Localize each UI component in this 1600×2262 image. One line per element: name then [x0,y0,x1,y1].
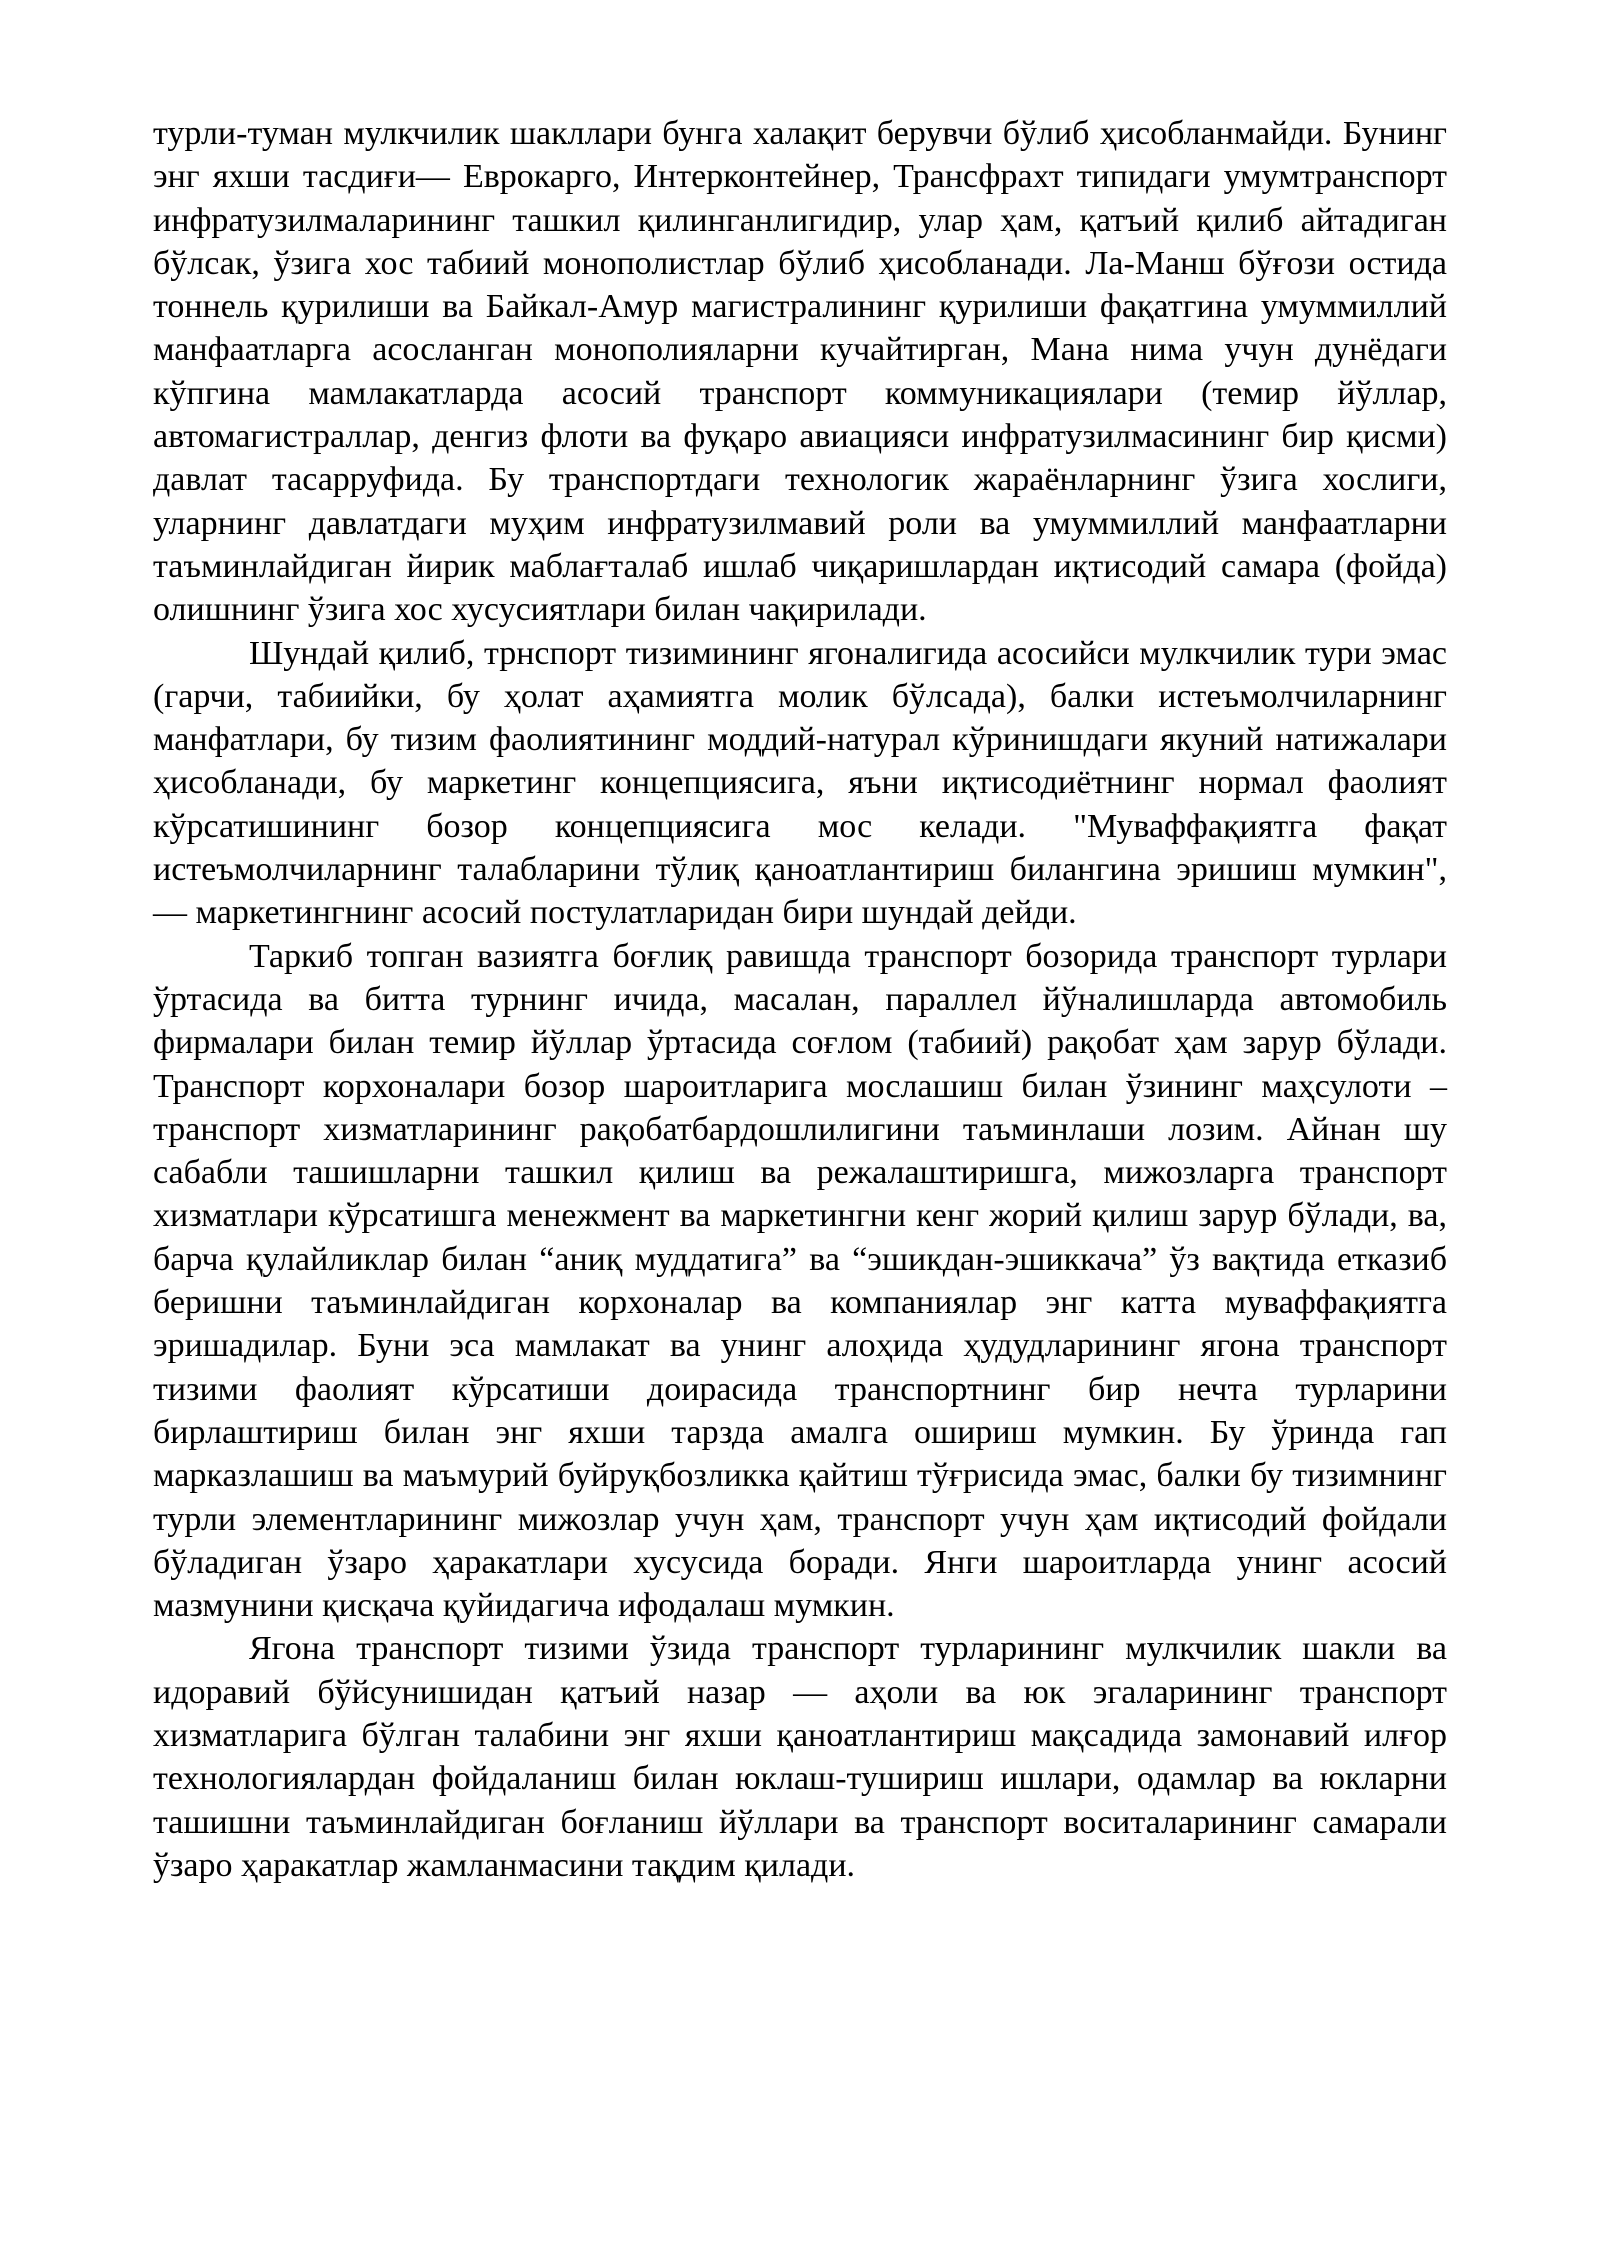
paragraph-1: турли-туман мулкчилик шакллари бунга халақит берувчи бўлиб ҳисобланмайди. Бунинг энг яхши тасдиғи— Еврокарго, Интерконтейнер, Трансфрахт типидаги умумтранспорт инфратузилмаларининг ташкил қилинганлигидир, улар ҳам, қатъий қилиб айтадиган бўлсак, ўзига хос табиий монополистлар бўлиб ҳисобланади. Ла-Манш бўғози остида тоннель қурилиши ва Байкал-Амур магистралининг қурилиши фақатгина умуммиллий манфаатларга асосланган монополияларни кучайтирган, Мана нима учун дунёдаги кўпгина мамлакатларда асосий транспорт коммуникациялари (темир йўллар, автомагистраллар, денгиз флоти ва фуқаро авиацияси инфратузилмасининг бир қисми) давлат тасарруфида. Бу транспортдаги технологик жараёнларнинг ўзига хослиги, уларнинг давлатдаги муҳим инфратузилмавий роли ва умуммиллий манфаатларни таъминлайдиган йирик маблағталаб ишлаб чиқаришлардан иқтисодий самара (фойда) олишнинг ўзига хос хусусиятлари билан чақирилади. [153,115,1447,629]
paragraph-4: Ягона транспорт тизими ўзида транспорт турларининг мулкчилик шакли ва идоравий бўйсунишидан қатъий назар — аҳоли ва юк эгаларининг транспорт хизматларига бўлган талабини энг яхши қаноатлантириш мақсадида замонавий илғор технологиялардан фойдаланиш билан юклаш-тушириш ишлари, одамлар ва юкларни ташишни таъминлайдиган боғланиш йўллари ва транспорт воситаларининг самарали ўзаро ҳаракатлар жамланмасини тақдим қилади. [153,1630,1447,1884]
paragraph-3: Таркиб топган вазиятга боғлиқ равишда транспорт бозорида транспорт турлари ўртасида ва битта турнинг ичида, масалан, параллел йўналишларда автомобиль фирмалари билан темир йўллар ўртасида соғлом (табиий) рақобат ҳам зарур бўлади. Транспорт корхоналари бозор шароитларига мослашиш билан ўзининг маҳсулоти – транспорт хизматларининг рақобатбардошлилигини таъминлаши лозим. Айнан шу сабабли ташишларни ташкил қилиш ва режалаштиришга, мижозларга транспорт хизматлари кўрсатишга менежмент ва маркетингни кенг жорий қилиш зарур бўлади, ва, барча қулайликлар билан “аниқ муддатига” ва “эшикдан-эшиккача” ўз вақтида етказиб беришни таъминлайдиган корхоналар ва компаниялар энг катта муваффақиятга эришадилар. Буни эса мамлакат ва унинг алоҳида ҳудудларининг ягона транспорт тизими фаолият кўрсатиши доирасида транспортнинг бир нечта турларини бирлаштириш билан энг яхши тарзда амалга ошириш мумкин. Бу ўринда гап марказлашиш ва маъмурий буйруқбозликка қайтиш тўғрисида эмас, балки бу тизимнинг турли элементларининг мижозлар учун ҳам, транспорт учун ҳам иқтисодий фойдали бўладиган ўзаро ҳаракатлари хусусида боради. Янги шароитларда унинг асосий мазмунини қисқача қуйидагича ифодалаш мумкин. [153,937,1447,1625]
document-page [153,112,1447,2162]
paragraph-2: Шундай қилиб, трнспорт тизимининг ягоналигида асосийси мулкчилик тури эмас (гарчи, табиийки, бу ҳолат аҳамиятга молик бўлсада), балки истеъмолчиларнинг манфатлари, бу тизим фаолиятининг моддий-натурал кўринишдаги якуний натижалари ҳисобланади, бу маркетинг концепциясига, яъни иқтисодиётнинг нормал фаолият кўрсатишининг бозор концепциясига мос келади. "Муваффақиятга фақат истеъмолчиларнинг талабларини тўлиқ қаноатлантириш билангина эришиш мумкин", — маркетингнинг асосий постулатларидан бири шундай дейди. [153,634,1447,932]
